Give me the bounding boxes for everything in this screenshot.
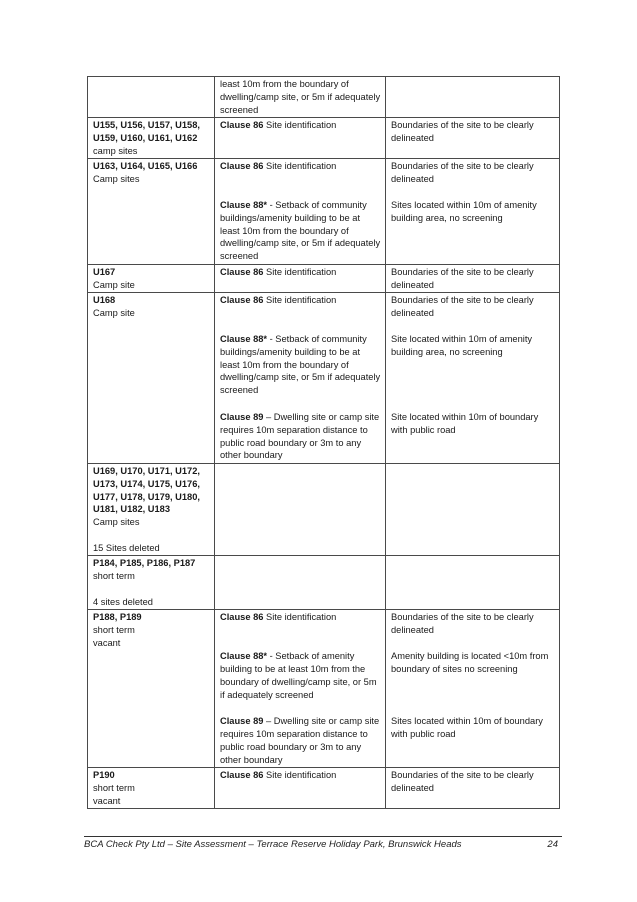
- clause-cell: [215, 264, 386, 292]
- page-number: 24: [547, 839, 558, 850]
- table-row: [88, 264, 560, 292]
- site-id: P190: [93, 769, 115, 780]
- comment-text: [391, 78, 555, 117]
- site-note: short term: [93, 782, 135, 793]
- assessment-table: [87, 76, 560, 809]
- site-note: Camp sites: [93, 517, 140, 528]
- site-cell: [88, 609, 215, 767]
- clause-label: Clause 86: [220, 294, 264, 305]
- site-id: U163, U164, U165, U166: [93, 160, 198, 171]
- site-id: U155, U156, U157, U158, U159, U160, U161, U162: [93, 120, 200, 143]
- clause-label: Clause 86: [220, 120, 264, 130]
- clause-label: Clause 89: [220, 715, 264, 726]
- comment-text: Boundaries of the site to be clearly delineated: [391, 611, 534, 635]
- clause-text: Clause 86 Site identification: [220, 611, 337, 622]
- clause-cell: [215, 292, 386, 463]
- clause-text: Clause 89 – Dwelling site or camp site requires 10m separation distance to public road boundary or 3m to any other boundary: [220, 411, 380, 461]
- comment-text: Site located within 10m of amenity building area, no screening: [391, 333, 533, 357]
- comment-cell: [386, 609, 560, 767]
- page-footer: [84, 836, 562, 850]
- comment-cell: [386, 463, 560, 555]
- clause-label: Clause 88*: [220, 650, 268, 661]
- table-row: [88, 609, 560, 767]
- site-cell: [88, 767, 215, 808]
- comment-cell: [386, 77, 560, 118]
- site-note: 4 sites deleted: [93, 596, 153, 607]
- site-id: P184, P185, P186, P187: [93, 558, 196, 569]
- clause-text: Clause 86 Site identification: [220, 769, 337, 780]
- comment-text: Boundaries of the site to be clearly delineated: [391, 120, 534, 143]
- site-note: 15 Sites deleted: [93, 543, 160, 554]
- site-note: [93, 529, 210, 542]
- comment-cell: [386, 556, 560, 610]
- site-note: Camp site: [93, 279, 135, 290]
- table-row: [88, 463, 560, 555]
- site-note: [93, 583, 210, 596]
- comment-text: Amenity building is located <10m from boundary of sites no screening: [391, 650, 549, 674]
- clause-cell: [215, 767, 386, 808]
- comment-text: Boundaries of the site to be clearly delineated: [391, 294, 534, 318]
- table-row: [88, 556, 560, 610]
- footer-text: BCA Check Pty Ltd – Site Assessment – Terrace Reserve Holiday Park, Brunswick Heads: [84, 839, 462, 850]
- comment-text: Boundaries of the site to be clearly delineated: [391, 160, 534, 184]
- clause-text: Clause 86 Site identification: [220, 266, 337, 277]
- site-id: U167: [93, 266, 116, 277]
- clause-label: Clause 86: [220, 611, 264, 622]
- table-row: [88, 118, 560, 159]
- comment-cell: [386, 264, 560, 292]
- table-row: [88, 767, 560, 808]
- site-note: vacant: [93, 637, 121, 648]
- site-note: Camp sites: [93, 173, 140, 184]
- clause-text: Clause 88* - Setback of community buildings/amenity building to be at least 10m from the boundary of dwelling/camp site, or 5m if adequately screened: [220, 333, 381, 396]
- site-cell: [88, 556, 215, 610]
- site-note: camp sites: [93, 145, 138, 156]
- clause-cell: [215, 556, 386, 610]
- site-cell: [88, 463, 215, 555]
- table-row: [88, 158, 560, 264]
- comment-text: Sites located within 10m of amenity building area, no screening: [391, 199, 537, 223]
- clause-text: Clause 88* - Setback of community buildings/amenity building to be at least 10m from the boundary of dwelling/camp site, or 5m if adequately screened: [220, 199, 381, 262]
- site-id: U169, U170, U171, U172, U173, U174, U175, U176, U177, U178, U179, U180, U181, U182, U183: [93, 465, 200, 515]
- clause-text: Clause 89 – Dwelling site or camp site requires 10m separation distance to public road boundary or 3m to any other boundary: [220, 715, 380, 765]
- site-cell: [88, 118, 215, 159]
- comment-cell: [386, 292, 560, 463]
- clause-label: Clause 89: [220, 411, 264, 422]
- comment-cell: [386, 767, 560, 808]
- clause-cell: [215, 158, 386, 264]
- comment-cell: [386, 158, 560, 264]
- clause-cell: [215, 463, 386, 555]
- table-row: [88, 292, 560, 463]
- clause-label: Clause 86: [220, 769, 264, 780]
- site-note: vacant: [93, 795, 121, 806]
- site-cell: [88, 77, 215, 118]
- comment-text: Site located within 10m of boundary with public road: [391, 411, 539, 435]
- clause-cell: [215, 609, 386, 767]
- clause-label: Clause 88*: [220, 199, 268, 210]
- clause-text: Clause 88* - Setback of amenity building to be at least 10m from the boundary of dwelling/camp site, or 5m if adequately screened: [220, 650, 377, 700]
- comment-cell: [386, 118, 560, 159]
- site-note: Camp site: [93, 307, 135, 318]
- site-id: P188, P189: [93, 611, 142, 622]
- site-id: U168: [93, 294, 116, 305]
- clause-label: Clause 86: [220, 160, 264, 171]
- clause-text: Clause 86 Site identification: [220, 160, 337, 171]
- site-cell: [88, 158, 215, 264]
- clause-cell: [215, 118, 386, 159]
- table-row: [88, 77, 560, 118]
- comment-text: Boundaries of the site to be clearly delineated: [391, 769, 534, 793]
- comment-text: Boundaries of the site to be clearly delineated: [391, 266, 534, 290]
- clause-text: Clause 86 Site identification: [220, 294, 337, 305]
- site-note: short term: [93, 624, 135, 635]
- comment-text: Sites located within 10m of boundary with public road: [391, 715, 543, 739]
- clause-label: Clause 88*: [220, 333, 268, 344]
- site-note: short term: [93, 571, 135, 582]
- clause-cell: [215, 77, 386, 118]
- clause-text: least 10m from the boundary of dwelling/camp site, or 5m if adequately screened: [220, 79, 381, 115]
- site-cell: [88, 264, 215, 292]
- clause-label: Clause 86: [220, 266, 264, 277]
- clause-text: Clause 86 Site identification: [220, 120, 337, 130]
- site-cell: [88, 292, 215, 463]
